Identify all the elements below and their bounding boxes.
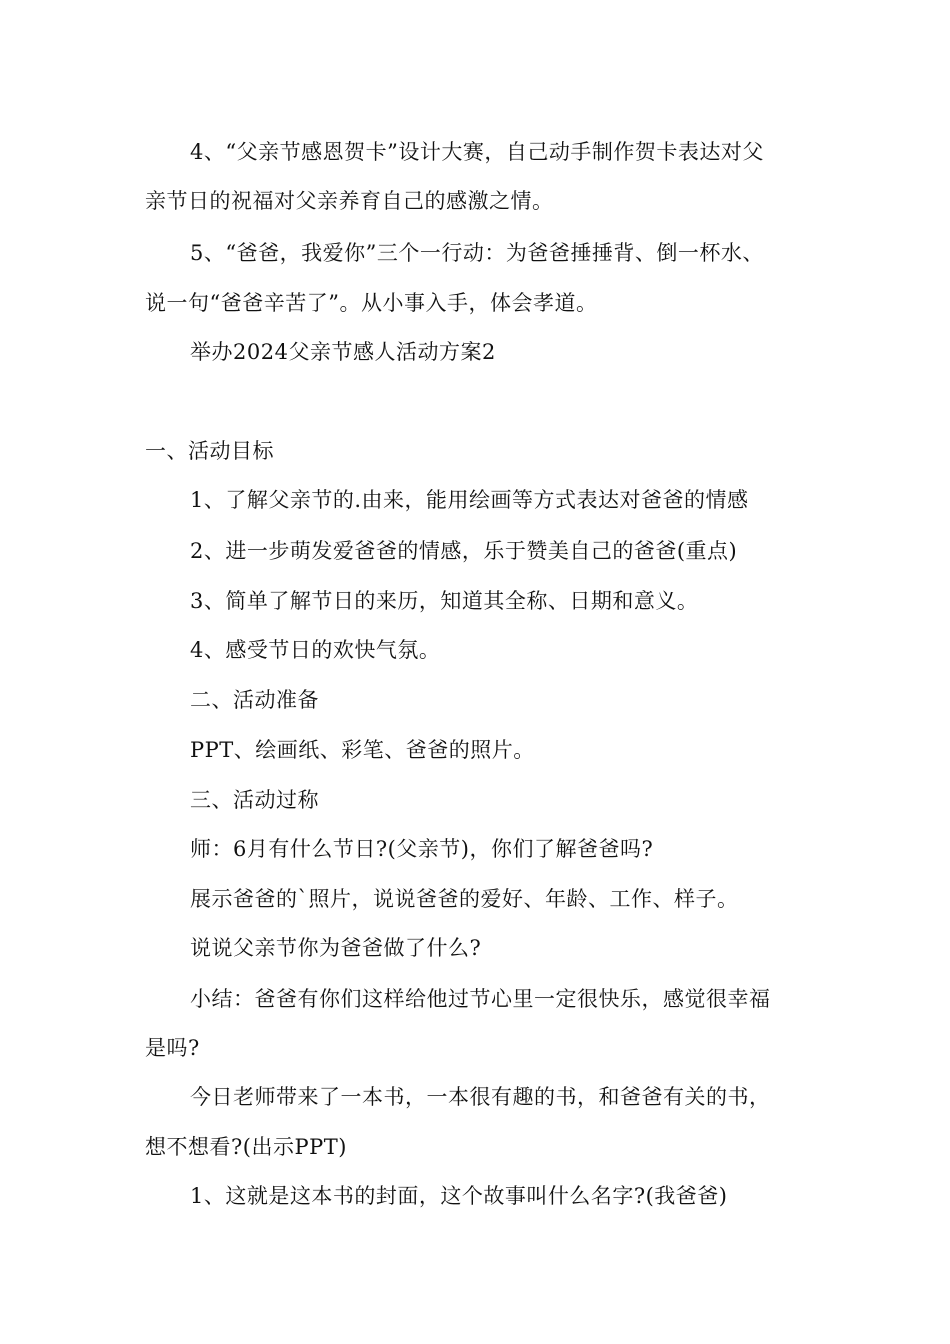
heading-activity-preparation: 二、活动准备	[190, 688, 319, 712]
heading-activity-goals: 一、活动目标	[145, 439, 274, 463]
goal-item-3: 3、简单了解节日的来历，知道其全称、日期和意义。	[190, 589, 699, 613]
goal-item-4: 4、感受节日的欢快气氛。	[190, 638, 441, 662]
process-line-3: 说说父亲节你为爸爸做了什么?	[190, 936, 482, 960]
book-intro-line-2: 想不想看?(出示PPT)	[145, 1135, 347, 1159]
paragraph-line-2: 亲节日的祝福对父亲养育自己的感激之情。	[145, 189, 554, 213]
process-line-1: 师：6月有什么节日?(父亲节)，你们了解爸爸吗?	[190, 837, 654, 861]
process-line-2: 展示爸爸的`照片，说说爸爸的爱好、年龄、工作、样子。	[190, 887, 739, 911]
goal-item-2: 2、进一步萌发爱爸爸的情感，乐于赞美自己的爸爸(重点)	[190, 539, 738, 563]
book-intro-line-1: 今日老师带来了一本书，一本很有趣的书，和爸爸有关的书，	[190, 1085, 771, 1109]
heading-activity-process: 三、活动过称	[190, 788, 319, 812]
summary-line-2: 是吗?	[145, 1036, 200, 1060]
preparation-materials: PPT、绘画纸、彩笔、爸爸的照片。	[190, 738, 535, 762]
paragraph-line-3: 5、“爸爸，我爱你”三个一行动：为爸爸捶捶背、倒一杯水、	[190, 241, 764, 265]
paragraph-line-1: 4、“父亲节感恩贺卡”设计大赛，自己动手制作贺卡表达对父	[190, 140, 764, 164]
book-cover-line: 1、这就是这本书的封面，这个故事叫什么名字?(我爸爸)	[190, 1184, 728, 1208]
goal-item-1: 1、了解父亲节的.由来，能用绘画等方式表达对爸爸的情感	[190, 488, 749, 512]
summary-line-1: 小结：爸爸有你们这样给他过节心里一定很快乐，感觉很幸福	[190, 987, 771, 1011]
paragraph-line-4: 说一句“爸爸辛苦了”。从小事入手，体会孝道。	[145, 291, 598, 315]
section-title: 举办2024父亲节感人活动方案2	[190, 340, 496, 364]
